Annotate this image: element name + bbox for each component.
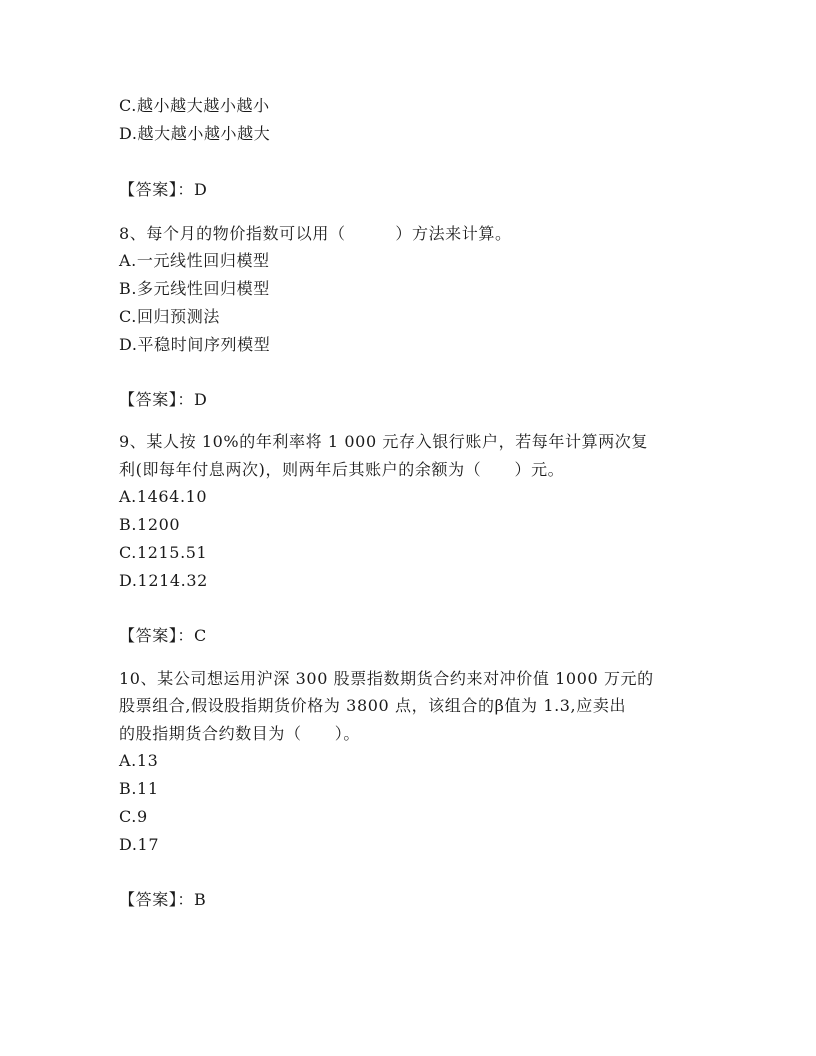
q10-stem-line-1: 10、某公司想运用沪深 300 股票指数期货合约来对冲价值 1000 万元的 xyxy=(119,669,654,688)
q9-stem-line-2: 利(即每年付息两次)，则两年后其账户的余额为（ ）元。 xyxy=(119,460,565,479)
q10-option-c: C.9 xyxy=(119,807,148,826)
q9-option-d: D.1214.32 xyxy=(119,571,208,590)
q8-option-c: C.回归预测法 xyxy=(119,307,220,326)
q8-option-a: A.一元线性回归模型 xyxy=(119,251,270,270)
q9-answer: 【答案】：C xyxy=(119,626,207,645)
q7-answer: 【答案】：D xyxy=(119,180,208,199)
q10-option-a: A.13 xyxy=(119,751,159,770)
q10-option-b: B.11 xyxy=(119,779,159,798)
q9-option-a: A.1464.10 xyxy=(119,487,208,506)
q10-option-d: D.17 xyxy=(119,835,160,854)
q8-option-b: B.多元线性回归模型 xyxy=(119,279,270,298)
q9-option-b: B.1200 xyxy=(119,515,181,534)
q8-answer: 【答案】：D xyxy=(119,390,208,409)
q10-answer: 【答案】：B xyxy=(119,890,207,909)
q7-option-c: C.越小越大越小越小 xyxy=(119,96,270,115)
q10-stem-line-2: 股票组合,假设股指期货价格为 3800 点，该组合的β值为 1.3,应卖出 xyxy=(119,696,627,715)
q8-option-d: D.平稳时间序列模型 xyxy=(119,335,271,354)
q8-stem: 8、每个月的物价指数可以用（ ）方法来计算。 xyxy=(119,224,512,243)
q7-option-d: D.越大越小越小越大 xyxy=(119,124,271,143)
q10-stem-line-3: 的股指期货合约数目为（ ）。 xyxy=(119,724,361,743)
q9-stem-line-1: 9、某人按 10%的年利率将 1 000 元存入银行账户，若每年计算两次复 xyxy=(119,432,649,451)
q9-option-c: C.1215.51 xyxy=(119,543,208,562)
